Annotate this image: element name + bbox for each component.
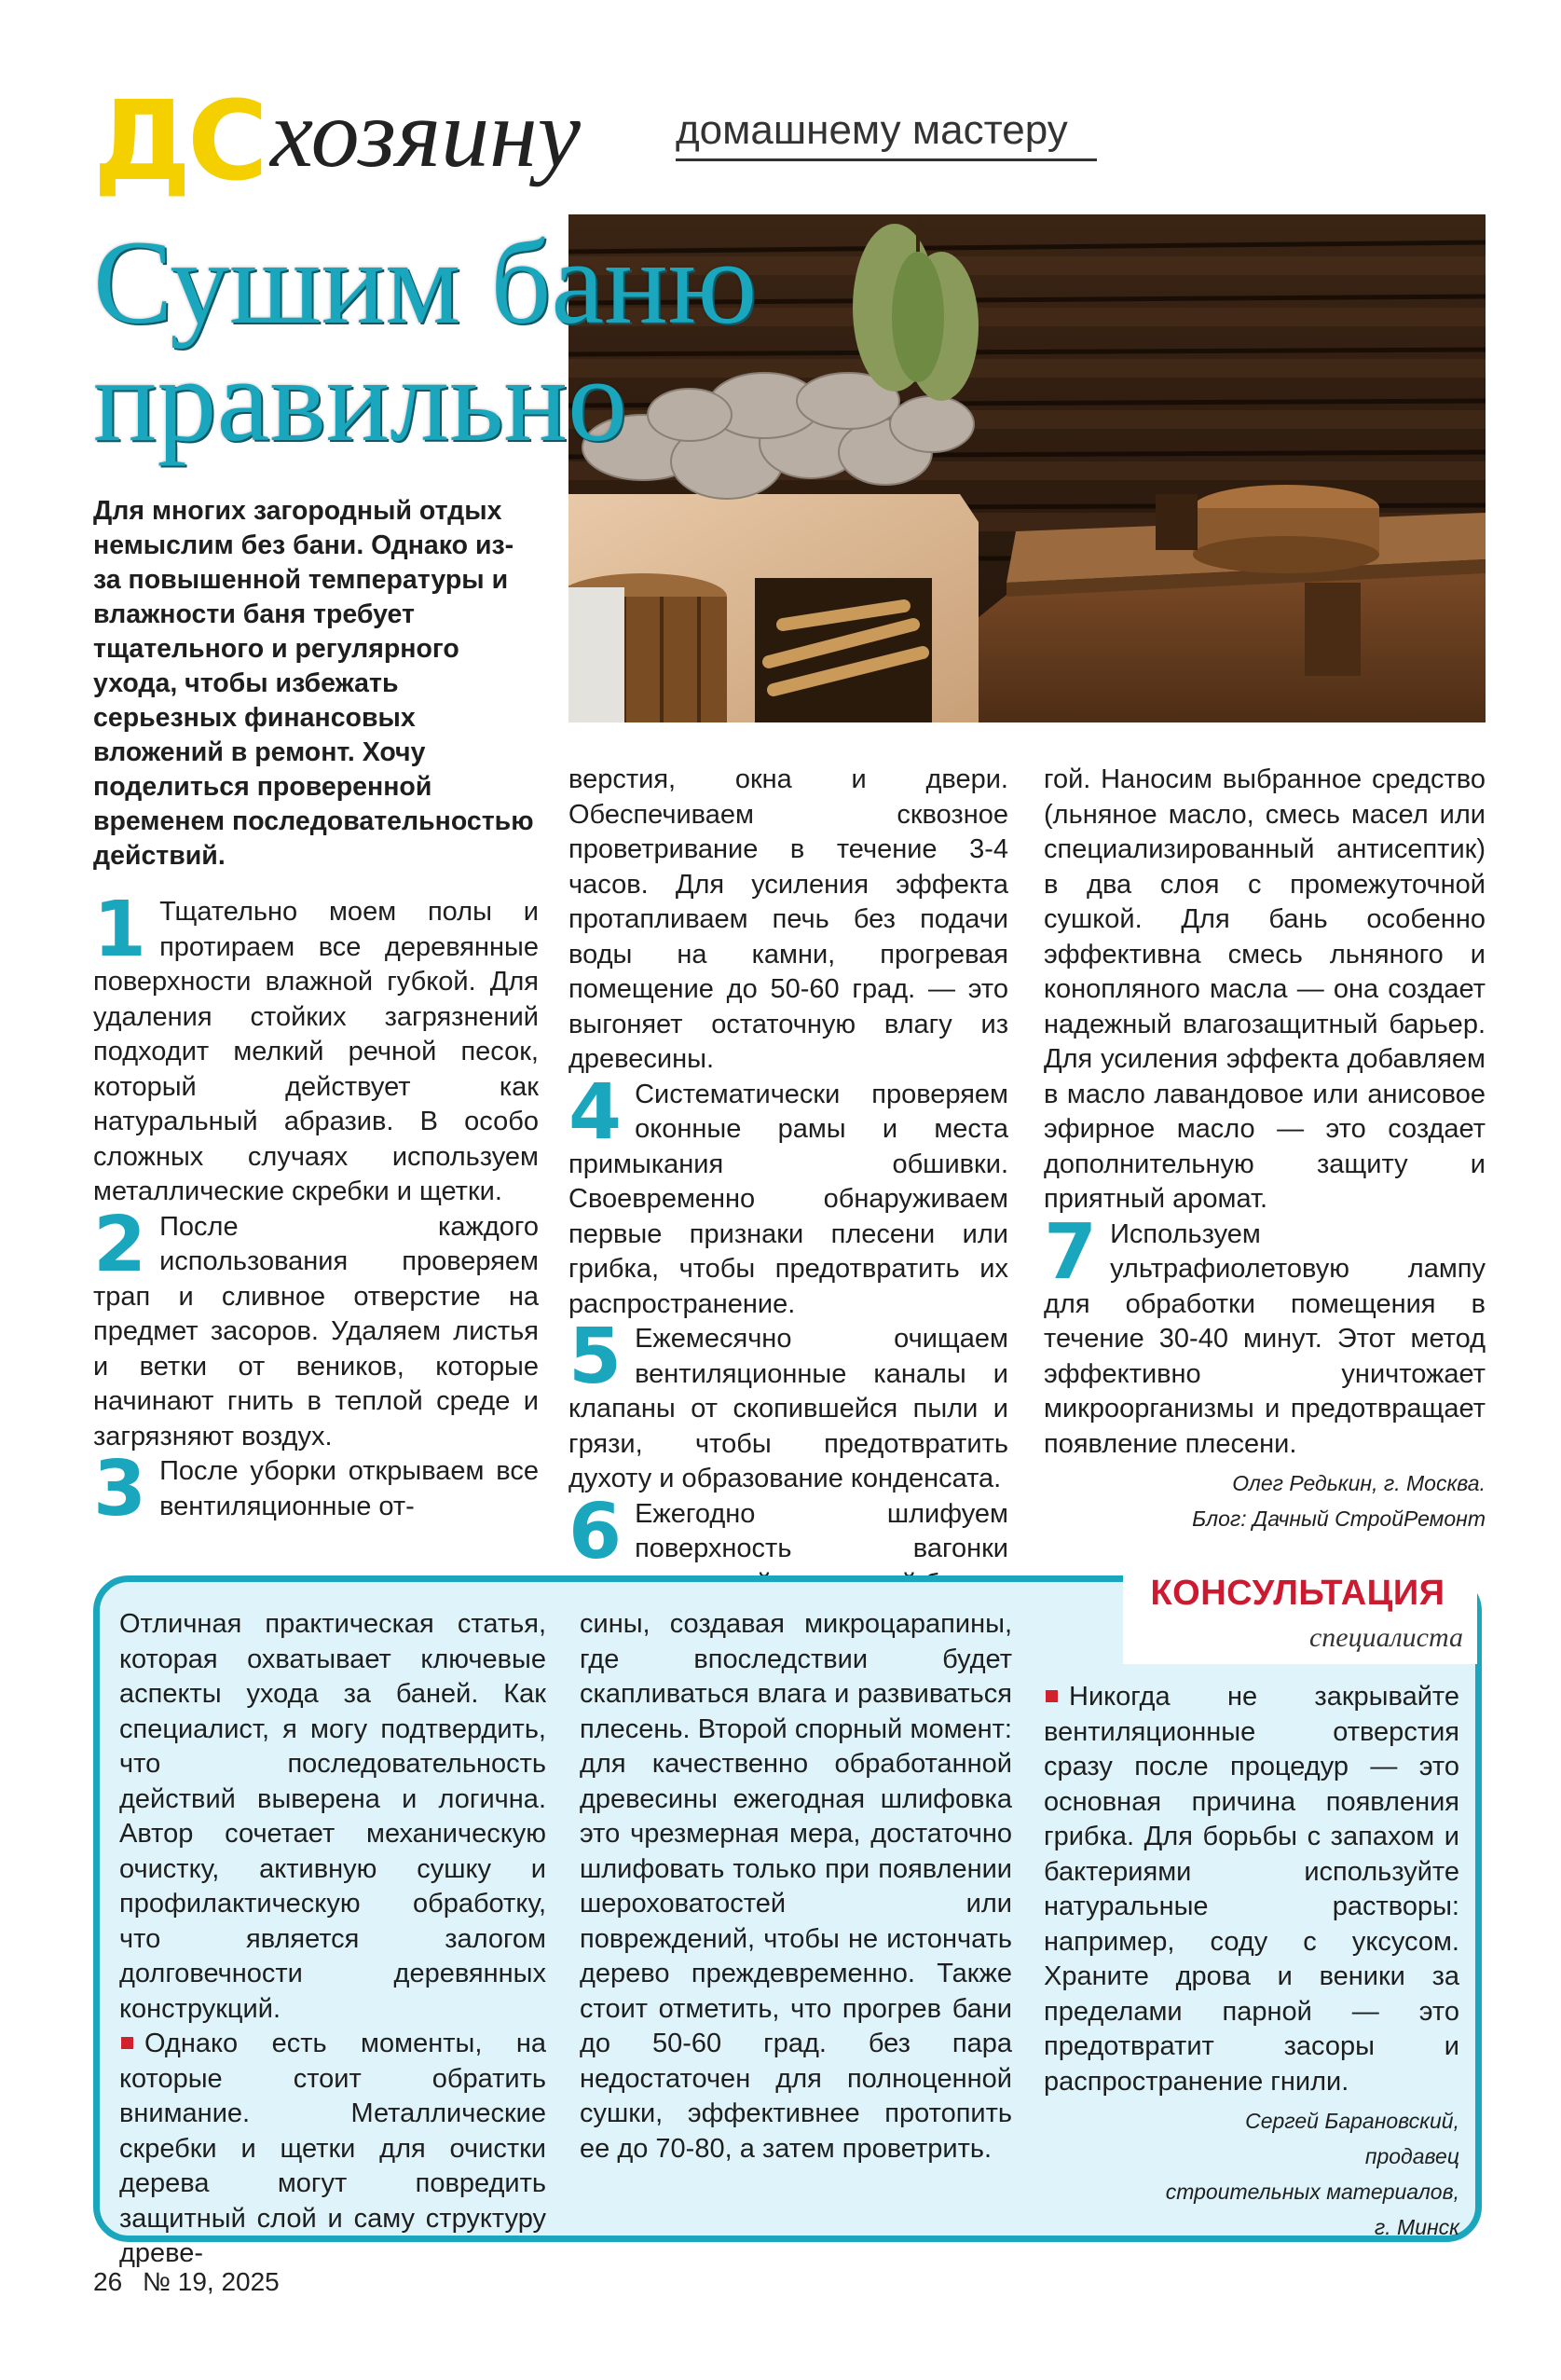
step-text: Тщательно моем полы и протираем все деревянные поверхности влажной губкой. Для удаления стойких загрязнений подходит мелкий речной песок, который действует как натуральный абразив. В особо сложных случаях используем металлические скребки и щетки. bbox=[93, 897, 539, 1206]
step-6-continued: гой. Наносим выбранное средство (льняное масло, смесь масел или специализированный антисептик) в два слоя с промежуточной сушкой. Для бань особенно эффективна смесь льняного и конопляного масла — она создает надежный влагозащитный барьер. Для усиления эффекта добавляем в масло лавандовое или анисовое эфирное масло — это создает дополнительную защиту и приятный аромат. bbox=[1044, 764, 1486, 1214]
step-text: Используем ультрафиолетовую лампу для обработки помещения в течение 30-40 минут. Этот метод эффективно уничтожает микроорганизмы и предотвращает появление плесени. bbox=[1044, 1218, 1486, 1459]
step-text: Ежегодно шлифуем поверхность вагонки bbox=[635, 1498, 1008, 1563]
step-number: 1 bbox=[93, 886, 147, 974]
article-title bbox=[93, 216, 758, 466]
step-3 bbox=[93, 1445, 539, 1534]
consultation-column-2 bbox=[580, 1607, 1012, 2167]
expert-name: Сергей Барановский, bbox=[1245, 2109, 1459, 2133]
consultation-column-3 bbox=[1044, 1680, 1459, 2245]
article-column-2 bbox=[568, 763, 1008, 1602]
consultation-column-1 bbox=[119, 1607, 546, 2272]
bullet-icon bbox=[121, 2037, 133, 2049]
bullet-icon bbox=[1046, 1690, 1058, 1702]
consultation-title: КОНСУЛЬТАЦИЯ bbox=[1150, 1574, 1445, 1613]
step-text: После уборки открываем все вентиляционные от- bbox=[159, 1456, 539, 1521]
consultation-paragraph-2: Однако есть моменты, на которые стоит обратить внимание. Металлические скребки и щетки для очистки дерева могут повредить защитный слой и саму структуру древе- bbox=[119, 2029, 546, 2268]
step-number: 6 bbox=[568, 1487, 623, 1576]
article-blog: Блог: Дачный СтройРемонт bbox=[1192, 1506, 1486, 1531]
expert-role-2: строительных материалов, bbox=[1165, 2180, 1459, 2204]
step-text: Ежемесячно очищаем вентиляционные каналы и клапаны от скопившейся пыли и грязи, чтобы предотвратить духоту и образование конденсата. bbox=[568, 1324, 1008, 1493]
article-lead: Для многих загородный отдых немыслим без бани. Однако из-за повышенной температуры и влажности баня требует тщательного и регулярного ухода, чтобы избежать серьезных финансовых вложений в ремонт. Хочу поделиться проверенной временем последовательностью действий. bbox=[93, 496, 534, 871]
step-5 bbox=[568, 1313, 1008, 1497]
article-column-1 bbox=[93, 886, 539, 1534]
title-line-1: Сушим баню bbox=[93, 216, 758, 349]
page-number: 26 bbox=[93, 2267, 123, 2296]
rubric-subtitle: домашнему мастеру bbox=[676, 107, 1068, 153]
consultation-paragraph-1: Отличная практическая статья, которая охватывает ключевые аспекты ухода за баней. Как специалист, я могу подтвердить, что последовательность действий выверена и логична. Автор сочетает механическую очистку, активную сушку и профилактическую обработку, что является залогом долговечности деревянных конструкций. bbox=[119, 1609, 546, 2024]
rubric-title: хозяину bbox=[270, 80, 581, 187]
issue-number: № 19, 2025 bbox=[142, 2267, 280, 2296]
title-line-2: правильно bbox=[93, 334, 627, 466]
consultation-subtitle: специалиста bbox=[1308, 1622, 1463, 1653]
article-column-3 bbox=[1044, 763, 1486, 1536]
step-7 bbox=[1044, 1207, 1486, 1463]
step-2 bbox=[93, 1200, 539, 1455]
step-4 bbox=[568, 1067, 1008, 1323]
step-1 bbox=[93, 886, 539, 1210]
rubric-logo: ДС bbox=[93, 76, 265, 205]
page-footer bbox=[93, 2267, 280, 2297]
step-number: 2 bbox=[93, 1200, 147, 1289]
step-number: 5 bbox=[568, 1313, 623, 1401]
step-number: 3 bbox=[93, 1445, 147, 1534]
step-number: 4 bbox=[568, 1067, 623, 1157]
expert-role-1: продавец bbox=[1364, 2144, 1459, 2168]
step-3-continued: верстия, окна и двери. Обеспечиваем сквозное проветривание в течение 3-4 часов. Для усиления эффекта протапливаем печь без подачи воды на камни, прогревая помещение до 50-60 град. — это выгоняет остаточную влагу из древесины. bbox=[568, 764, 1008, 1074]
step-number: 7 bbox=[1044, 1207, 1098, 1297]
expert-city: г. Минск bbox=[1374, 2215, 1459, 2239]
step-text: Систематически проверяем оконные рамы и места примыкания обшивки. Своевременно обнаруживаем первые признаки плесени или грибка, чтобы предотвратить их распространение. bbox=[568, 1079, 1008, 1319]
rubric-underline bbox=[676, 158, 1097, 161]
step-text: После каждого использования проверяем трап и сливное отверстие на предмет засоров. Удаляем листья и ветки от веников, которые начинают гнить в теплой среде и загрязняют воздух. bbox=[93, 1211, 539, 1451]
consultation-paragraph-4: Никогда не закрывайте вентиляционные отверстия сразу после процедур — это основная причина появления грибка. Для борьбы с запахом и бактериями используйте натуральные растворы: например, соду с уксусом. Храните дрова и веники за пределами парной — это предотвратит засоры и распространение гнили. bbox=[1044, 1682, 1459, 2097]
article-author: Олег Редькин, г. Москва. bbox=[1232, 1471, 1486, 1495]
consultation-paragraph-3: сины, создавая микроцарапины, где впоследствии будет скапливаться влага и развиваться плесень. Второй спорный момент: для качественно обработанной древесины ежегодная шлифовка это чрезмерная мера, достаточно шлифовать только при появлении шероховатостей или повреждений, чтобы не истончать дерево преждевременно. Также стоит отметить, что прогрев бани до 50-60 град. без пара недостаточен для полноценной сушки, эффективнее протопить ее до 70-80, а затем проветрить. bbox=[580, 1609, 1012, 2164]
